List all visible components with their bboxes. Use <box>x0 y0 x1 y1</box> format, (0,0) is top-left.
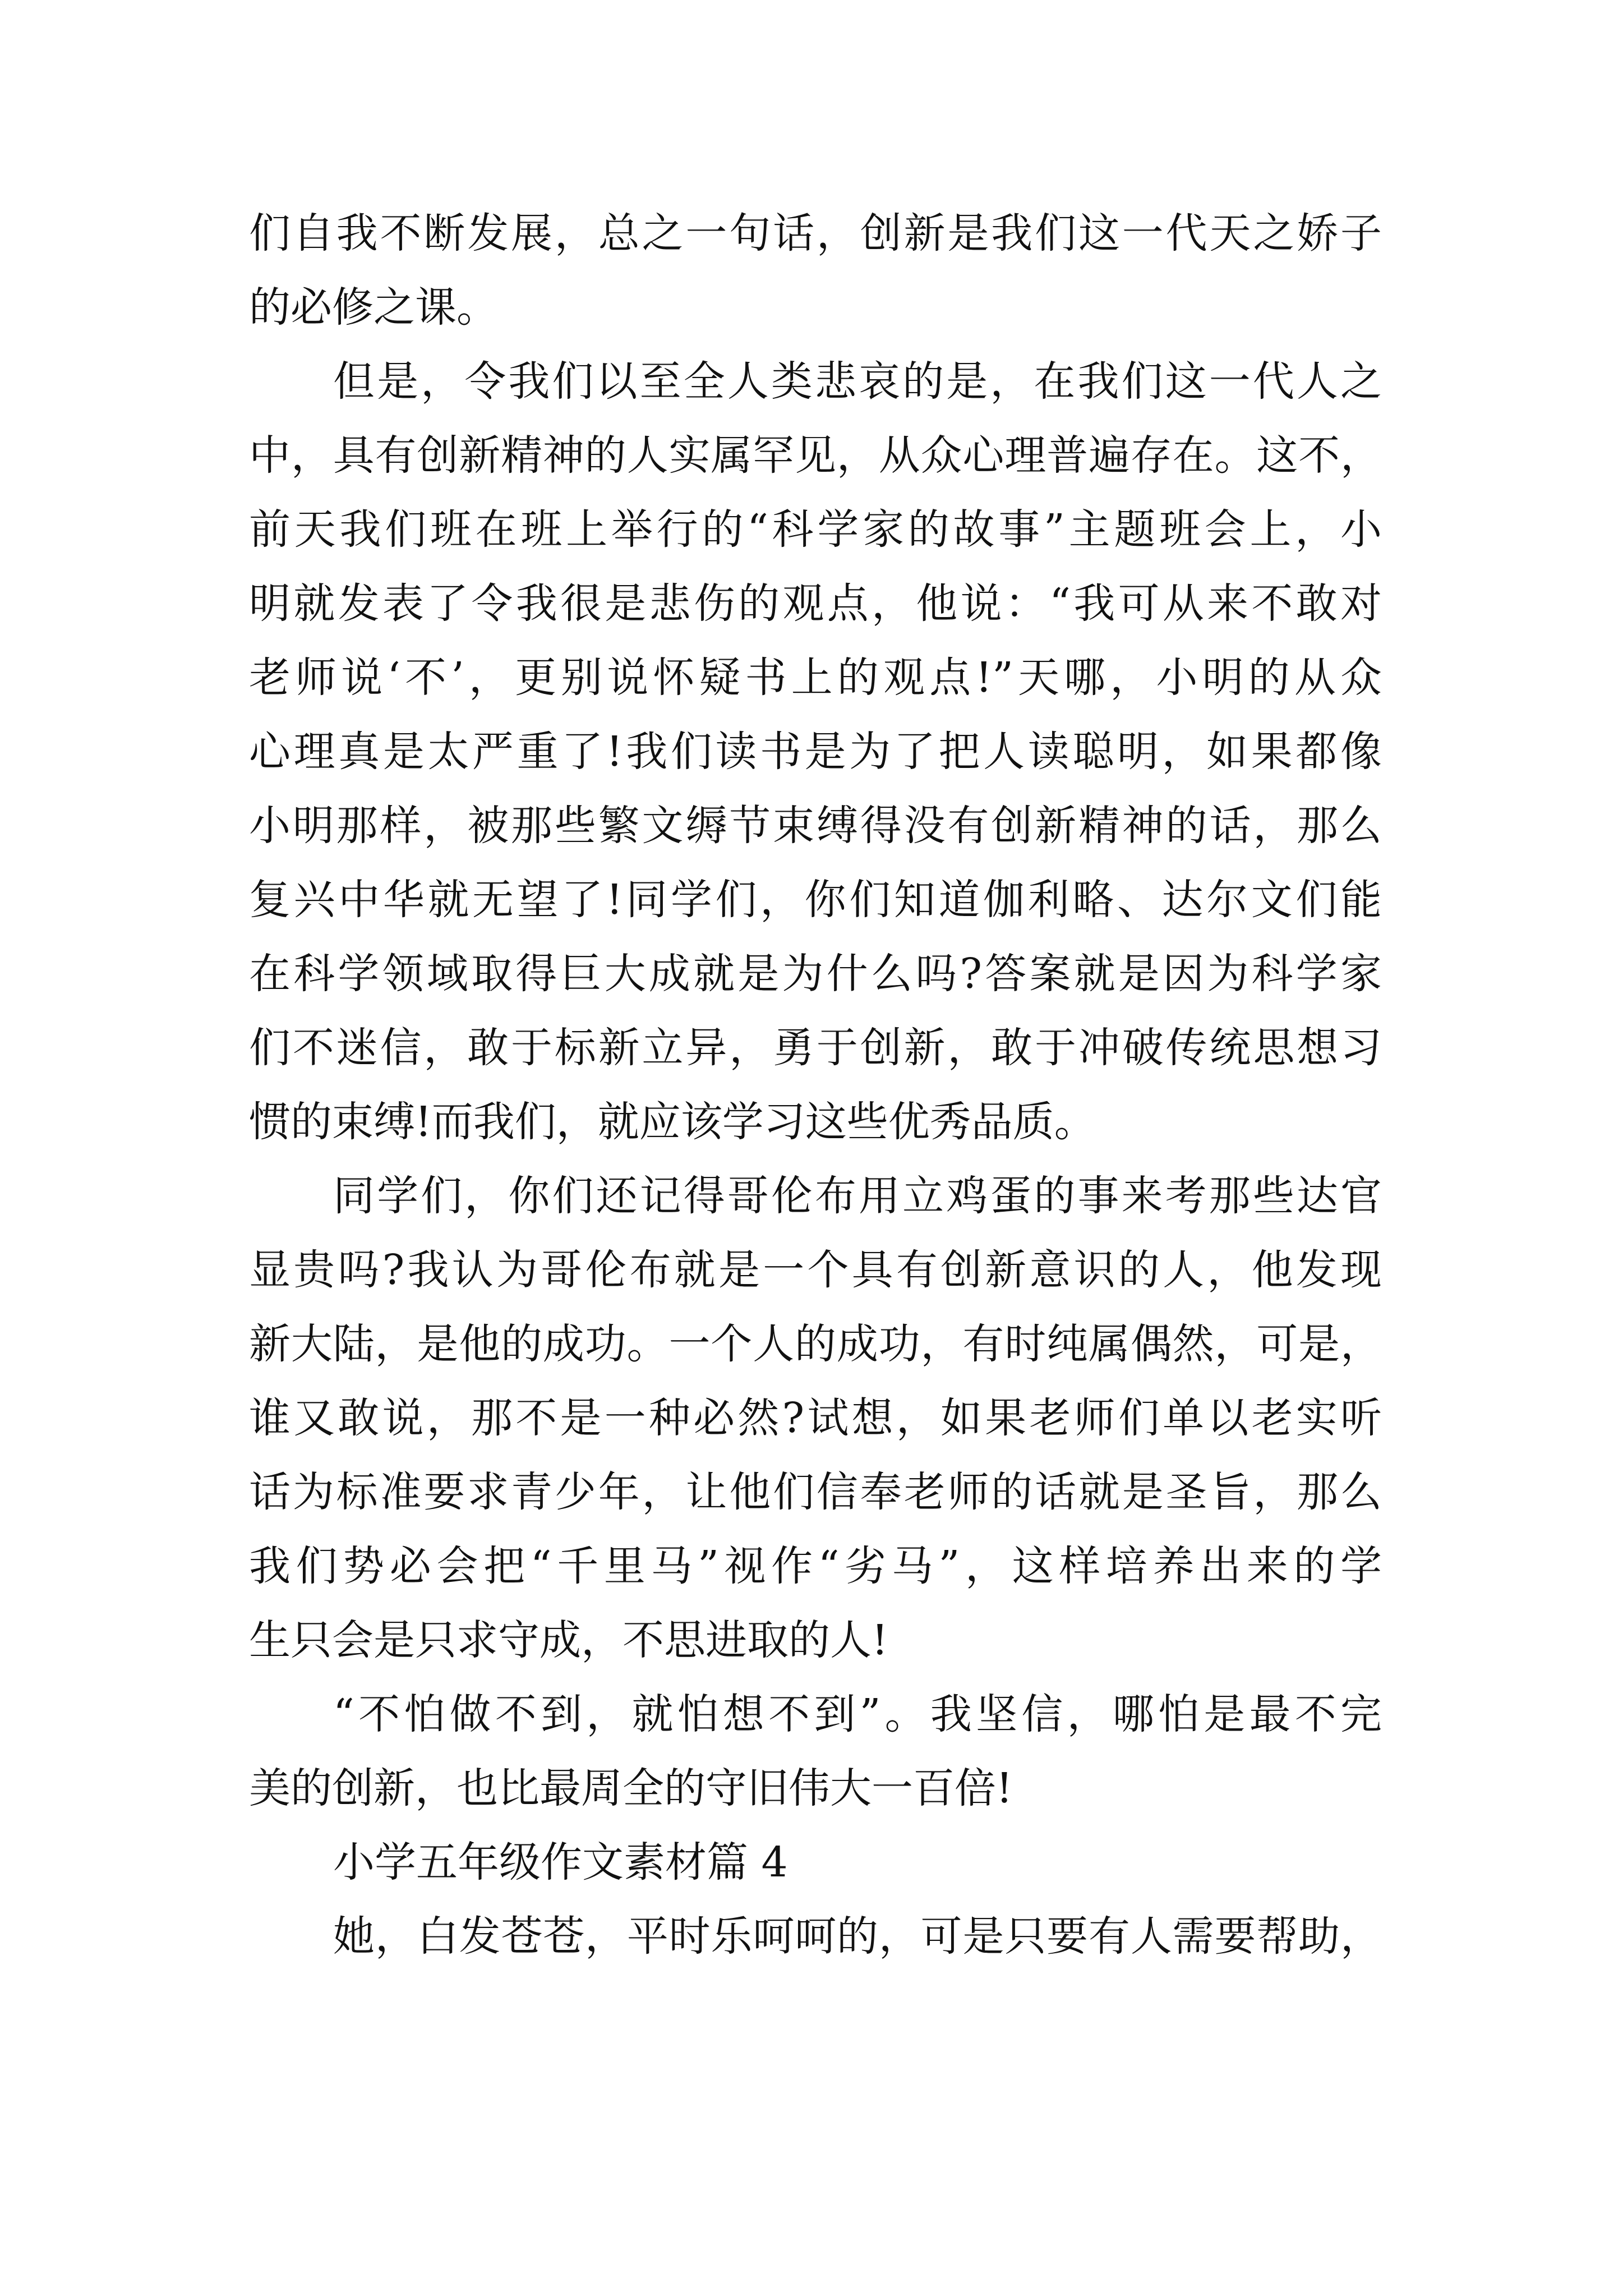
text-line: 复兴中华就无望了!同学们，你们知道伽利略、达尔文们能 <box>249 876 1382 924</box>
text-line: 谁又敢说，那不是一种必然?试想，如果老师们单以老实听 <box>249 1394 1382 1442</box>
text-line: 们自我不断发展，总之一句话，创新是我们这一代天之娇子 <box>249 209 1382 257</box>
paragraph-conclusion <box>249 1677 1382 1825</box>
text-line: 们不迷信，敢于标新立异，勇于创新，敢于冲破传统思想习 <box>249 1024 1382 1072</box>
text-line: 惯的束缚!而我们，就应该学习这些优秀品质。 <box>249 1098 1096 1146</box>
text-line: 中，具有创新精神的人实属罕见，从众心理普遍存在。这不， <box>249 431 1382 480</box>
text-line: 明就发表了令我很是悲伤的观点，他说：“我可从来不敢对 <box>249 579 1382 628</box>
text-line: 小明那样，被那些繁文缛节束缚得没有创新精神的话，那么 <box>249 802 1382 850</box>
text-line: 生只会是只求守成，不思进取的人! <box>249 1616 888 1664</box>
document-body <box>249 196 1382 1973</box>
text-line: 新大陆，是他的成功。一个人的成功，有时纯属偶然，可是， <box>249 1320 1382 1368</box>
text-line: 心理真是太严重了!我们读书是为了把人读聪明，如果都像 <box>249 728 1382 776</box>
paragraph-essay4-start <box>249 1899 1382 1973</box>
text-line: 在科学领域取得巨大成就是为什么吗?答案就是因为科学家 <box>249 950 1382 998</box>
text-line: 同学们，你们还记得哥伦布用立鸡蛋的事来考那些达官 <box>333 1172 1382 1220</box>
text-line: 话为标准要求青少年，让他们信奉老师的话就是圣旨，那么 <box>249 1468 1382 1516</box>
text-line: 但是，令我们以至全人类悲哀的是，在我们这一代人之 <box>333 357 1382 406</box>
text-line: 显贵吗?我认为哥伦布就是一个具有创新意识的人，他发现 <box>249 1246 1382 1294</box>
paragraph-continuation <box>249 196 1382 344</box>
section-heading <box>249 1825 1382 1899</box>
paragraph-columbus <box>249 1159 1382 1677</box>
text-line: 她，白发苍苍，平时乐呵呵的，可是只要有人需要帮助， <box>333 1912 1382 1961</box>
text-line: 我们势必会把“千里马”视作“劣马”，这样培养出来的学 <box>249 1542 1382 1590</box>
paragraph-conformity <box>249 344 1382 1159</box>
text-line: 前天我们班在班上举行的“科学家的故事”主题班会上，小 <box>249 505 1382 554</box>
text-line: 美的创新，也比最周全的守旧伟大一百倍! <box>249 1764 1013 1812</box>
text-line: “不怕做不到，就怕想不到”。我坚信，哪怕是最不完 <box>333 1690 1382 1738</box>
text-line: 老师说‘不’，更别说怀疑书上的观点!”天哪，小明的从众 <box>249 654 1382 702</box>
section-title: 小学五年级作文素材篇 4 <box>333 1838 788 1887</box>
text-line: 的必修之课。 <box>249 283 498 332</box>
